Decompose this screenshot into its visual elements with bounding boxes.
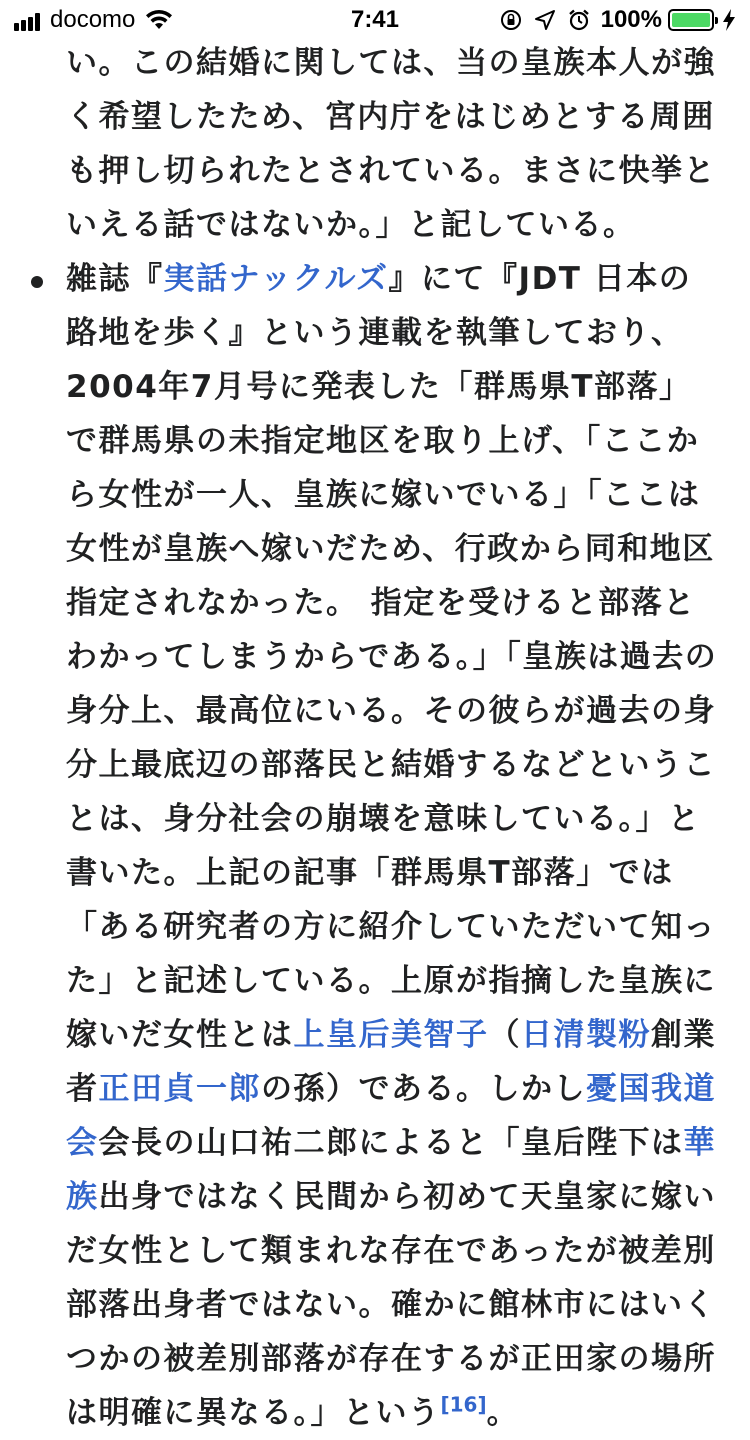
citation-link[interactable]: [16] xyxy=(440,1392,487,1417)
link-kazoku[interactable]: 華族 xyxy=(66,1125,716,1215)
text-segment: の孫）である。しかし xyxy=(261,1071,586,1107)
link-jitsuwa-knuckles[interactable]: 実話ナックルズ xyxy=(163,261,389,297)
location-arrow-icon xyxy=(533,8,557,32)
link-empress-michiko[interactable]: 上皇后美智子 xyxy=(293,1017,489,1053)
bullet-icon xyxy=(31,276,43,288)
orientation-lock-icon xyxy=(499,8,523,32)
article-content xyxy=(0,36,750,1440)
battery-percent: 100% xyxy=(600,6,662,33)
link-nisshin-seifun[interactable]: 日清製粉 xyxy=(521,1017,651,1053)
link-shoda-teiichiro[interactable]: 正田貞一郎 xyxy=(98,1071,261,1107)
list-item xyxy=(0,252,750,1440)
bullet-list xyxy=(0,252,750,1440)
link-yukoku-gadokai[interactable]: 憂国我道会 xyxy=(66,1071,716,1161)
text-segment: （ xyxy=(488,1017,521,1053)
text-segment: 出身ではなく民間から初めて天皇家に嫁いだ女性として類まれな存在であったが被差別部落出身者ではない。確かに館林市にはいくつかの被差別部落が存在するが正田家の場所は明確に異なる。」という xyxy=(66,1179,716,1431)
status-right xyxy=(489,6,736,34)
status-bar xyxy=(0,0,750,40)
carrier-name: docomo xyxy=(50,6,136,33)
alarm-icon xyxy=(567,8,591,32)
text-segment: 会長の山口祐二郎によると「皇后陛下は xyxy=(98,1125,684,1161)
paragraph-continuation: い。この結婚に関しては、当の皇族本人が強く希望したため、宮内庁をはじめとする周囲も押し切られたとされている。まさに快挙といえる話ではないか。」と記している。 xyxy=(66,45,716,243)
text-segment: 。 xyxy=(486,1395,520,1431)
battery-icon xyxy=(668,9,714,31)
status-time: 7:41 xyxy=(350,6,400,33)
text-segment: 雑誌『 xyxy=(66,261,164,297)
text-segment: 』にて『JDT 日本の路地を歩く』という連載を執筆しており、2004年7月号に発表した「群馬県T部落」で群馬県の未指定地区を取り上げ、「ここから女性が一人、皇族に嫁いでいる」「ここは女性が皇族へ嫁いだため、行政から同和地区指定されなかった。 指定を受けると部落とわかってしまうからである。」「皇族は過去の身分上、最高位にいる。その彼らが過去の身分上最底辺の部落民と結婚するなどということは、身分社会の崩壊を意味している。」と書いた。上記の記事「群馬県T部落」では「ある研究者の方に紹介していただいて知った」と記述している。上原が指摘した皇族に嫁いだ女性とは xyxy=(66,261,718,1053)
text-segment: 創業者 xyxy=(66,1017,716,1107)
list-item-text xyxy=(66,252,718,1440)
charging-bolt-icon xyxy=(722,9,736,31)
